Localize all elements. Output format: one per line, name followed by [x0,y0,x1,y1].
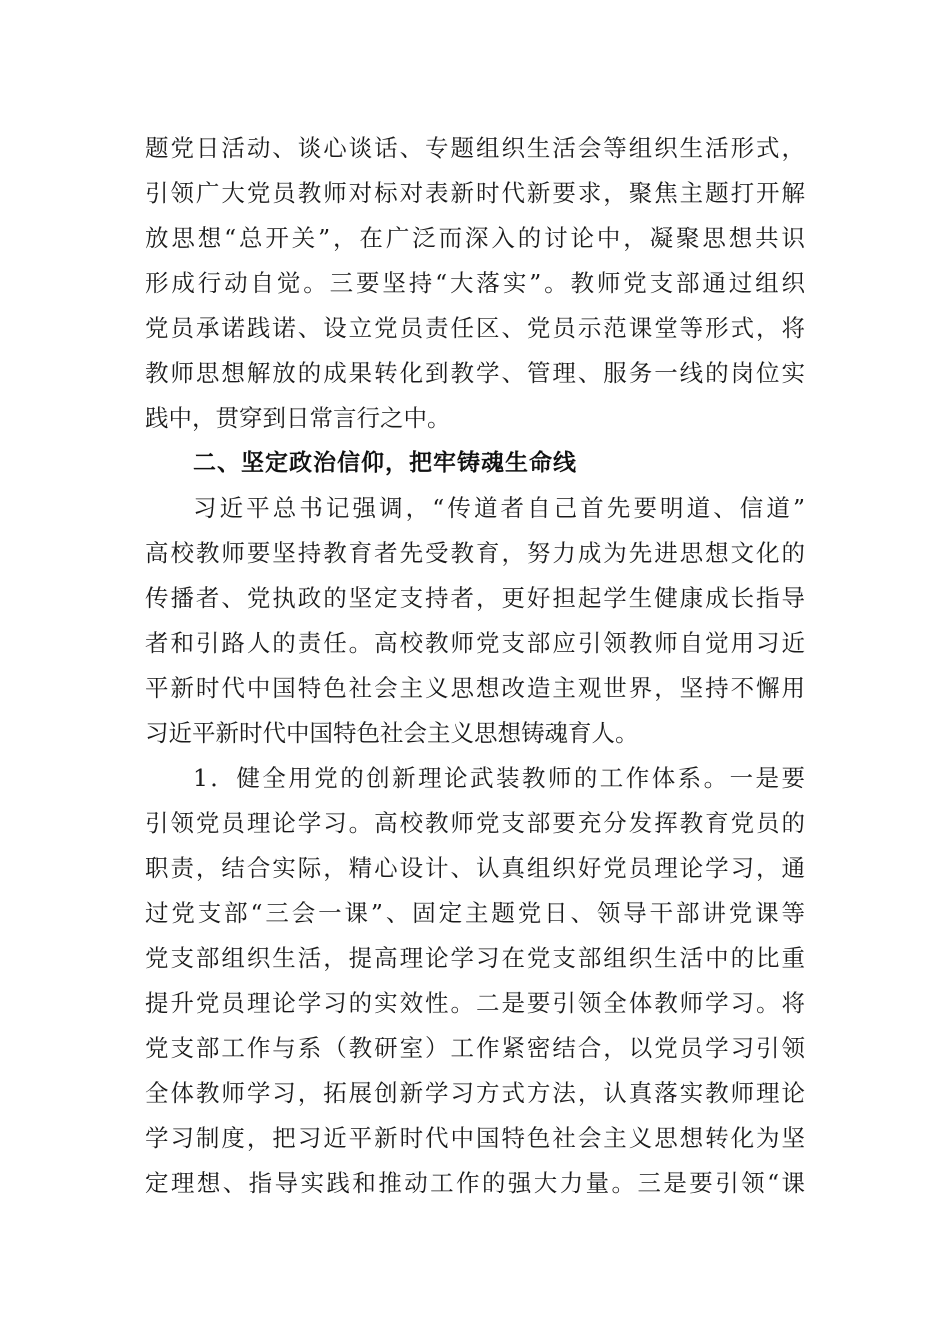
paragraph-line: 提升党员理论学习的实效性。二是要引领全体教师学习。将 [145,989,805,1017]
paragraph-line: 形成行动自觉。三要坚持“大落实”。教师党支部通过组织 [145,269,805,297]
paragraph-line: 党支部组织生活，提高理论学习在党支部组织生活中的比重 [145,944,805,972]
paragraph-line: 高校教师要坚持教育者先受教育，努力成为先进思想文化的 [145,539,805,567]
paragraph-line: 引领党员理论学习。高校教师党支部要充分发挥教育党员的 [145,809,805,837]
paragraph-line: 题党日活动、谈心谈话、专题组织生活会等组织生活形式， [145,134,805,162]
paragraph-line: 党支部工作与系（教研室）工作紧密结合，以党员学习引领 [145,1034,805,1062]
paragraph-line: 教师思想解放的成果转化到教学、管理、服务一线的岗位实 [145,359,805,387]
paragraph-line: 定理想、指导实践和推动工作的强大力量。三是要引领“课 [145,1169,805,1197]
paragraph-line: 职责，结合实际，精心设计、认真组织好党员理论学习，通 [145,854,805,882]
paragraph-line: 平新时代中国特色社会主义思想改造主观世界，坚持不懈用 [145,674,805,702]
paragraph-line: 引领广大党员教师对标对表新时代新要求，聚焦主题打开解 [145,179,805,207]
paragraph-line: 践中，贯穿到日常言行之中。 [145,404,451,432]
paragraph-line: 全体教师学习，拓展创新学习方式方法，认真落实教师理论 [145,1079,805,1107]
paragraph-line: 习近平总书记强调，“传道者自己首先要明道、信道” [193,494,805,522]
paragraph-line: 放思想“总开关”，在广泛而深入的讨论中，凝聚思想共识 [145,224,805,252]
paragraph-line: 传播者、党执政的坚定支持者，更好担起学生健康成长指导 [145,584,805,612]
paragraph-line: 习近平新时代中国特色社会主义思想铸魂育人。 [145,719,639,747]
paragraph-line: 1．健全用党的创新理论武装教师的工作体系。一是要 [193,764,805,792]
paragraph-line: 学习制度，把习近平新时代中国特色社会主义思想转化为坚 [145,1124,805,1152]
paragraph-line: 党员承诺践诺、设立党员责任区、党员示范课堂等形式，将 [145,314,805,342]
paragraph-line: 者和引路人的责任。高校教师党支部应引领教师自觉用习近 [145,629,805,657]
paragraph-line: 过党支部“三会一课”、固定主题党日、领导干部讲党课等 [145,899,805,927]
section-heading: 二、坚定政治信仰，把牢铸魂生命线 [193,450,577,476]
